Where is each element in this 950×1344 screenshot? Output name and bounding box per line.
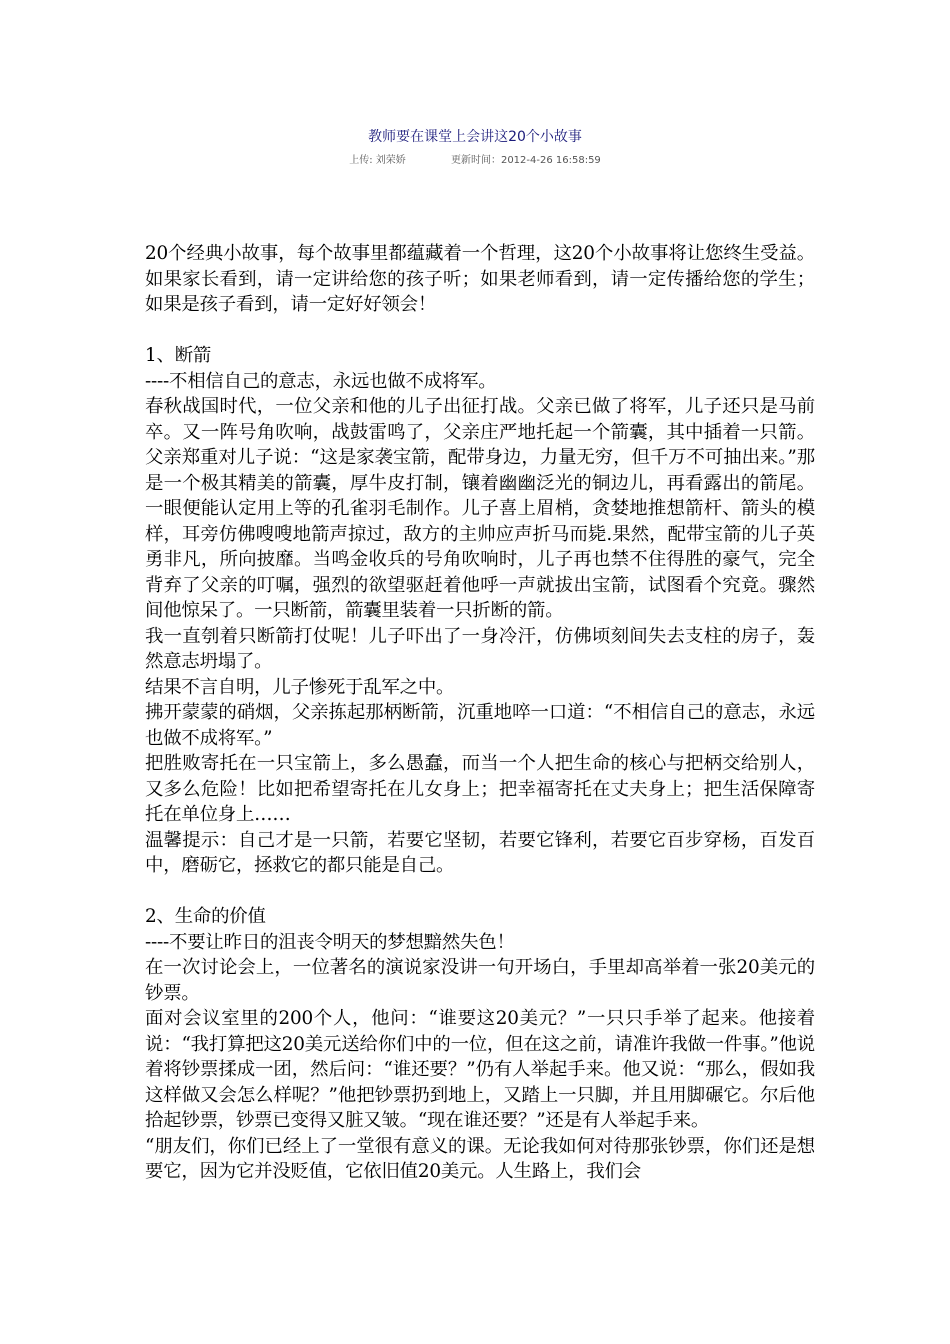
story-1-paragraph: 春秋战国时代，一位父亲和他的儿子出征打战。父亲已做了将军，儿子还只是马前卒。又一阵号角吹响，战鼓雷鸣了，父亲庄严地托起一个箭囊，其中插着一只箭。父亲郑重对儿子说：“这是家袭宝箭，配带身边，力量无穷，但千万不可抽出来。”那是一个极其精美的箭囊，厚牛皮打制，镶着幽幽泛光的铜边儿，再看露出的箭尾。一眼便能认定用上等的孔雀羽毛制作。儿子喜上眉梢，贪婪地推想箭杆、箭头的模样，耳旁仿佛嗖嗖地箭声掠过，敌方的主帅应声折马而毙.果然，配带宝箭的儿子英勇非凡，所向披靡。当鸣金收兵的号角吹响时，儿子再也禁不住得胜的豪气，完全背弃了父亲的叮嘱，强烈的欲望驱赶着他呼一声就拔出宝箭，试图看个究竟。骤然间他惊呆了。一只断箭，箭囊里装着一只折断的箭。 (145, 396, 815, 621)
story-1-tip: 温馨提示：自己才是一只箭，若要它坚韧，若要它锋利，若要它百步穿杨，百发百中，磨砺它，拯救它的都只能是自己。 (145, 829, 815, 876)
story-2-motto: ----不要让昨日的沮丧令明天的梦想黯然失色！ (145, 931, 515, 953)
document-title: 教师要在课堂上会讲这20个小故事 (368, 129, 582, 145)
story-1-paragraph: 拂开蒙蒙的硝烟，父亲拣起那柄断箭，沉重地啐一口道：“不相信自己的意志，永远也做不成将军。” (145, 702, 815, 749)
document-body (145, 241, 815, 1185)
story-1-heading: 1、断箭 (145, 345, 212, 366)
document-header (0, 128, 950, 168)
story-2-heading: 2、生命的价值 (145, 906, 266, 927)
paragraph-spacer (145, 879, 815, 905)
updated-time-text: 更新时间：2012-4-26 16:58:59 (450, 155, 601, 166)
intro-paragraph: 20个经典小故事，每个故事里都蕴藏着一个哲理，这20个小故事将让您终生受益。如果家长看到，请一定讲给您的孩子听；如果老师看到，请一定传播给您的学生；如果是孩子看到，请一定好好领会！ (145, 243, 815, 315)
story-1-motto: ----不相信自己的意志，永远也做不成将军。 (145, 370, 497, 392)
story-1-paragraph: 把胜败寄托在一只宝箭上，多么愚蠢，而当一个人把生命的核心与把柄交给别人，又多么危险！比如把希望寄托在儿女身上；把幸福寄托在丈夫身上；把生活保障寄托在单位身上…… (145, 753, 815, 825)
story-2-paragraph: 在一次讨论会上，一位著名的演说家没讲一句开场白，手里却高举着一张20美元的钞票。 (145, 957, 815, 1004)
document-meta (0, 154, 950, 168)
story-1-paragraph: 结果不言自明，儿子惨死于乱军之中。 (145, 676, 455, 698)
uploader-text: 上传: 刘荣娇 (349, 155, 406, 166)
paragraph-spacer (145, 318, 815, 344)
story-1-paragraph: 我一直刳着只断箭打仗呢！儿子吓出了一身冷汗，仿佛顷刻间失去支柱的房子，轰然意志坍塌了。 (145, 625, 815, 672)
story-2-paragraph: 面对会议室里的200个人，他问：“谁要这20美元？”一只只手举了起来。他接着说：“我打算把这20美元送给你们中的一位，但在这之前，请准许我做一件事。”他说着将钞票揉成一团，然后问：“谁还要？”仍有人举起手来。他又说：“那么，假如我这样做又会怎么样呢？”他把钞票扔到地上，又踏上一只脚，并且用脚碾它。尔后他拾起钞票，钞票已变得又脏又皱。“现在谁还要？”还是有人举起手来。 (145, 1008, 815, 1131)
story-2-paragraph: “朋友们，你们已经上了一堂很有意义的课。无论我如何对待那张钞票，你们还是想要它，因为它并没贬值，它依旧值20美元。人生路上，我们会 (145, 1135, 815, 1182)
